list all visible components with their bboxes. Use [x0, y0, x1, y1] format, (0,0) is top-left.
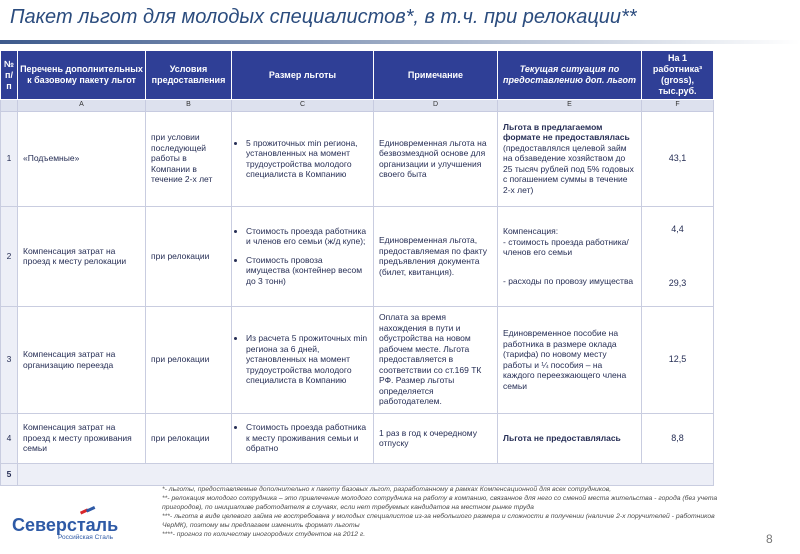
letter-d: D [374, 100, 498, 112]
current-situation-text: (предоставлялся целевой займ на обзаведение хозяйством до 25 тысяч рублей под 5% годовых с погашением суммы в течение 2-х лет) [503, 142, 634, 195]
benefit-note: Единовременная льгота, предоставляемая по факту предъявления документа (билет, квитанция). [374, 206, 498, 306]
benefit-name: Компенсация затрат на проезд к месту релокации [18, 206, 146, 306]
footnotes [162, 485, 742, 539]
benefit-name: Компенсация затрат на проезд к месту проживания семьи [18, 413, 146, 463]
header-current: Текущая ситуация по предоставлению доп. льгот [498, 51, 642, 100]
benefit-size-item: • Стоимость проезда работника и членов его семьи (ж/д купе); [246, 226, 368, 247]
current-situation: Льгота не предоставлялась [498, 413, 642, 463]
benefit-amount: 12,5 [642, 306, 714, 413]
page-number: 8 [766, 532, 773, 546]
table-row [1, 206, 714, 306]
row-number: 5 [1, 463, 18, 485]
row-number: 4 [1, 413, 18, 463]
logo-mark-icon [80, 506, 96, 516]
letter-e: E [498, 100, 642, 112]
table-header-row [1, 51, 714, 100]
current-situation-line: - расходы по провозу имущества [503, 275, 634, 286]
letter-b: B [146, 100, 232, 112]
benefit-size [232, 111, 374, 206]
company-logo [12, 515, 118, 541]
benefit-size-item: • 5 прожиточных min региона, установленных на момент трудоустройства молодого специалиста в Компанию [246, 138, 368, 180]
benefit-size [232, 306, 374, 413]
footnote: ****- прогноз по количеству иногородних студентов на 2012 г. [162, 531, 366, 538]
benefit-size-item: • Из расчета 5 прожиточных min региона за 6 дней, установленных на момент трудоустройства молодого специалиста в Компанию [246, 333, 368, 386]
benefit-size-item: • Стоимость провоза имущества (контейнер весом до 3 тонн) [246, 255, 368, 287]
header-num: № п/п [1, 51, 18, 100]
benefit-amount-b: 29,3 [668, 278, 687, 288]
benefit-conditions: при релокации [146, 206, 232, 306]
footnote: *- льготы, предоставляемые дополнительно к пакету базовых льгот, разработанному в рамках Компенсационной для всех сотрудников, [162, 486, 612, 493]
spacer [503, 258, 636, 276]
empty-row-cell [18, 463, 714, 485]
current-situation-line: - стоимость проезда работника/членов его семьи [503, 236, 629, 257]
benefit-amount [642, 206, 714, 306]
footnote: **- релокация молодого сотрудника – это привлечение молодого сотрудника на работу в компанию, связанное для него со сменой места жительства - города (без учета пригородов), по инициативе работодателя в случаях, если нет требуемых кандидатов на местном рынке труда [162, 495, 718, 511]
footnote: ***- льгота в виде целевого займа не востребована у молодых специалистов из-за небольшого размера и сложности в получении (наличие 2-х поручителей - работников ЧерМК), поэтому мы предлагаем изменить формат льготы [162, 513, 715, 529]
table-row [1, 413, 714, 463]
row-number: 3 [1, 306, 18, 413]
letter-f: F [642, 100, 714, 112]
header-amount: На 1 работника³ (gross), тыс.руб. [642, 51, 714, 100]
letter-c: C [232, 100, 374, 112]
benefit-amount: 43,1 [642, 111, 714, 206]
logo-subtitle: Российская Сталь [58, 534, 113, 541]
benefit-conditions: при условии последующей работы в Компании в течение 2-х лет [146, 111, 232, 206]
header-note: Примечание [374, 51, 498, 100]
benefit-amount: 8,8 [642, 413, 714, 463]
table-row [1, 306, 714, 413]
benefit-size [232, 413, 374, 463]
letter-blank [1, 100, 18, 112]
table-row [1, 463, 714, 485]
table-row [1, 111, 714, 206]
benefit-note: Оплата за время нахождения в пути и обустройства на новом рабочем месте. Льгота предоставляется в соответствии со ст.169 ТК РФ. Размер льготы определяется работодателем. [374, 306, 498, 413]
benefit-size [232, 206, 374, 306]
current-situation: Единовременное пособие на работника в размере оклада (тарифа) по новому месту работы и ¼ пособия – на каждого переезжающего члена семьи [498, 306, 642, 413]
current-situation-label: Компенсация: [503, 226, 559, 236]
benefits-table [0, 50, 714, 486]
current-situation-highlight: Льгота в предлагаемом формате не предоставлялась [503, 121, 630, 143]
column-letters-row [1, 100, 714, 112]
logo-name: Северсталь [12, 515, 119, 535]
benefit-size-item: • Стоимость проезда работника к месту проживания семьи и обратно [246, 422, 368, 454]
benefit-amount-a: 4,4 [671, 223, 684, 234]
benefit-note: Единовременная льгота на безвозмездной основе для организации и улучшения своего быта [374, 111, 498, 206]
benefit-note: 1 раз в год к очередному отпуску [374, 413, 498, 463]
header-size: Размер льготы [232, 51, 374, 100]
benefit-name: «Подъемные» [18, 111, 146, 206]
page-title: Пакет льгот для молодых специалистов*, в т.ч. при релокации** [10, 6, 637, 28]
benefit-conditions: при релокации [146, 413, 232, 463]
benefit-conditions: при релокации [146, 306, 232, 413]
benefit-name: Компенсация затрат на организацию переезда [18, 306, 146, 413]
header-conditions: Условия предоставления [146, 51, 232, 100]
letter-a: A [18, 100, 146, 112]
title-underline [0, 40, 800, 44]
spacer [647, 234, 708, 278]
current-situation [498, 206, 642, 306]
header-list: Перечень дополнительных к базовому пакету льгот [18, 51, 146, 100]
row-number: 1 [1, 111, 18, 206]
spacer [246, 247, 368, 255]
row-number: 2 [1, 206, 18, 306]
current-situation [498, 111, 642, 206]
